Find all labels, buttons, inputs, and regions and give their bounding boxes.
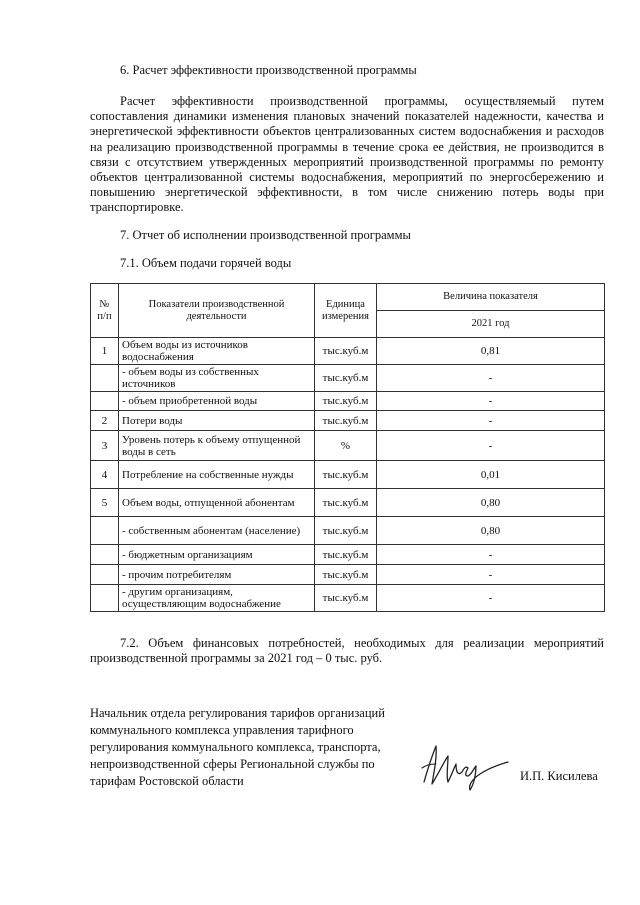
row-unit: % — [315, 431, 377, 461]
row-num — [91, 565, 119, 585]
row-unit: тыс.куб.м — [315, 517, 377, 545]
row-num — [91, 365, 119, 392]
row-value: - — [377, 545, 605, 565]
section-6-heading: 6. Расчет эффективности производственной программы — [120, 63, 417, 77]
row-unit: тыс.куб.м — [315, 565, 377, 585]
table-row — [91, 489, 605, 517]
row-value: 0,01 — [377, 461, 605, 489]
row-name: Объем воды, отпущенной абонентам — [119, 489, 315, 517]
indicators-table — [90, 283, 605, 612]
row-value: - — [377, 411, 605, 431]
table-row — [91, 565, 605, 585]
row-value: - — [377, 392, 605, 411]
section-7-1-heading: 7.1. Объем подачи горячей воды — [120, 256, 292, 270]
row-value: - — [377, 585, 605, 612]
row-unit: тыс.куб.м — [315, 338, 377, 365]
row-num: 1 — [91, 338, 119, 365]
signatory-position: Начальник отдела регулирования тарифов организаций коммунального комплекса управления тарифного регулирования коммунального комплекса, транспорта, непроизводственной сферы Региональной службы по тарифам Ростовской области — [90, 706, 385, 788]
row-unit: тыс.куб.м — [315, 545, 377, 565]
row-num — [91, 517, 119, 545]
row-unit: тыс.куб.м — [315, 489, 377, 517]
table-row — [91, 431, 605, 461]
row-name: - собственным абонентам (население) — [119, 517, 315, 545]
table-row — [91, 585, 605, 612]
row-name: - бюджетным организациям — [119, 545, 315, 565]
header-value-group: Величина показателя — [377, 284, 605, 311]
section-6-paragraph: Расчет эффективности производственной программы, осуществляемый путем сопоставления динамики изменения плановых значений показателей надежности, качества и энергетической эффективности объектов централизованных систем водоснабжения и расходов на реализацию производственной программы в течение срока ее действия, не производится в связи с отсутствием утвержденных мероприятий производственной программы по ремонту объектов централизованной системы водоснабжения, мероприятий по энергосбережению и повышению энергетической эффективности, в том числе снижению потерь воды при транспортировке. — [90, 94, 604, 215]
row-name: Потребление на собственные нужды — [119, 461, 315, 489]
row-unit: тыс.куб.м — [315, 411, 377, 431]
row-value: - — [377, 365, 605, 392]
row-unit: тыс.куб.м — [315, 365, 377, 392]
row-name: Уровень потерь к объему отпущенной воды в сеть — [119, 431, 315, 461]
table-row — [91, 411, 605, 431]
section-7-heading: 7. Отчет об исполнении производственной программы — [120, 228, 411, 242]
section-7-2-paragraph: 7.2. Объем финансовых потребностей, необходимых для реализации мероприятий производственной программы за 2021 год – 0 тыс. руб. — [90, 636, 604, 666]
row-value: 0,81 — [377, 338, 605, 365]
row-unit: тыс.куб.м — [315, 585, 377, 612]
row-num: 2 — [91, 411, 119, 431]
table-row — [91, 517, 605, 545]
header-name: Показатели производственной деятельности — [119, 284, 315, 338]
handwritten-signature — [418, 738, 513, 793]
table-row — [91, 461, 605, 489]
signatory-name: И.П. Кисилева — [520, 769, 598, 783]
header-num: № п/п — [91, 284, 119, 338]
row-value: - — [377, 431, 605, 461]
row-name: Объем воды из источников водоснабжения — [119, 338, 315, 365]
row-unit: тыс.куб.м — [315, 461, 377, 489]
row-num: 3 — [91, 431, 119, 461]
row-num — [91, 392, 119, 411]
row-unit: тыс.куб.м — [315, 392, 377, 411]
table-row — [91, 338, 605, 365]
header-year: 2021 год — [377, 311, 605, 338]
table-row — [91, 392, 605, 411]
row-num: 4 — [91, 461, 119, 489]
row-name: Потери воды — [119, 411, 315, 431]
table-row — [91, 545, 605, 565]
header-unit: Единица измерения — [315, 284, 377, 338]
row-value: 0,80 — [377, 517, 605, 545]
table-row — [91, 365, 605, 392]
row-num — [91, 585, 119, 612]
row-name: - объем воды из собственных источников — [119, 365, 315, 392]
row-num — [91, 545, 119, 565]
row-name: - другим организациям, осуществляющим водоснабжение — [119, 585, 315, 612]
row-num: 5 — [91, 489, 119, 517]
row-value: - — [377, 565, 605, 585]
row-name: - прочим потребителям — [119, 565, 315, 585]
row-value: 0,80 — [377, 489, 605, 517]
row-name: - объем приобретенной воды — [119, 392, 315, 411]
